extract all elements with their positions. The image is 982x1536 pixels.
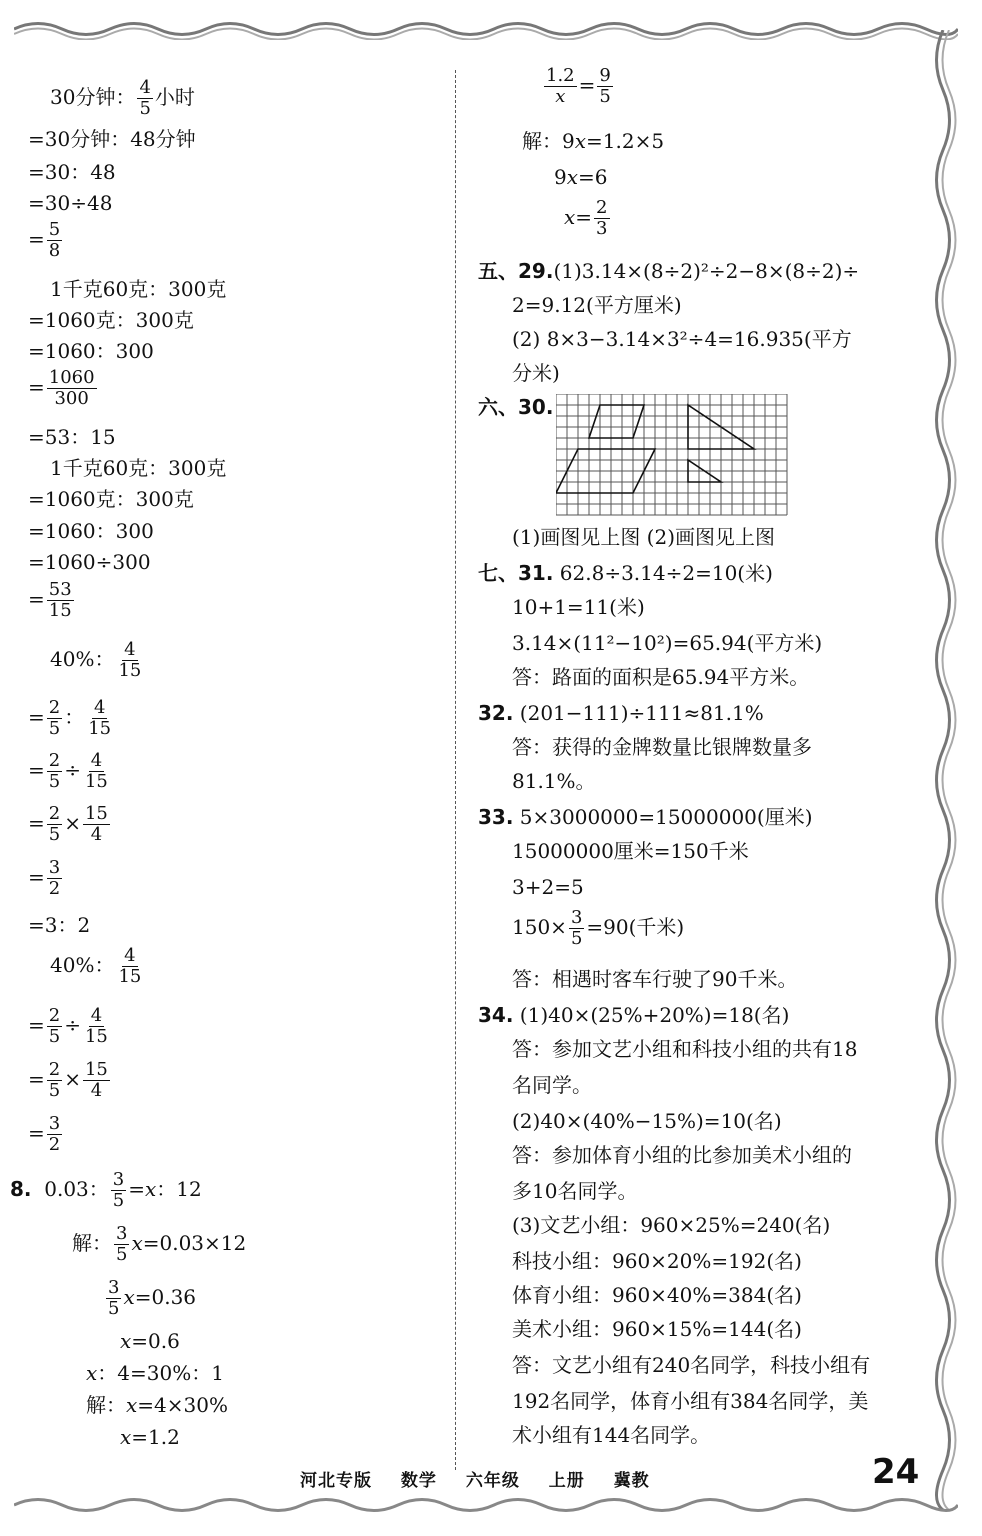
- math-line: x：4=30%：1: [86, 1361, 224, 1385]
- math-line: x= $\frac{2}{3}$: [564, 197, 608, 239]
- math-line: = $\frac{2}{5}$ ÷ $\frac{4}{15}$: [28, 1005, 108, 1047]
- answer-line: 名同学。: [512, 1073, 592, 1097]
- question-29-line: 五、29.(1)3.14×(8÷2)²÷2−8×(8÷2)÷: [478, 259, 860, 283]
- math-line: = $\frac{2}{5}$ × $\frac{15}{4}$: [28, 803, 108, 845]
- math-line: x=1.2: [120, 1425, 180, 1449]
- math-line: =53：15: [28, 425, 116, 449]
- math-line: 30分钟： $\frac{4}{5}$ 小时: [50, 77, 195, 119]
- answer-line: 答：参加体育小组的比参加美术小组的: [512, 1143, 852, 1167]
- question-28-line: 8. 0.03： $\frac{3}{5}$ =x：12: [10, 1169, 202, 1211]
- answer-line: 答：参加文艺小组和科技小组的共有18: [512, 1037, 858, 1061]
- math-line: =3：2: [28, 913, 91, 937]
- math-line: =30分钟：48分钟: [28, 127, 196, 151]
- math-line: 1千克60克：300克: [50, 456, 227, 480]
- math-line: x=0.6: [120, 1329, 180, 1353]
- math-line: (2)40×(40%−15%)=10(名): [512, 1109, 782, 1133]
- math-line: 体育小组：960×40%=384(名): [512, 1283, 802, 1307]
- bottom-wavy-border: [14, 1494, 958, 1516]
- math-line: =1060克：300克: [28, 487, 194, 511]
- math-line: =30：48: [28, 160, 116, 184]
- question-34-line: 34. (1)40×(25%+20%)=18(名): [478, 1003, 790, 1027]
- math-line: 解：x=4×30%: [86, 1393, 228, 1417]
- parallelogram-shape: [589, 405, 644, 438]
- math-line: 40%： $\frac{4}{15}$: [50, 639, 142, 681]
- top-wavy-border: [14, 18, 958, 40]
- math-line: =1060÷300: [28, 550, 151, 574]
- math-line: 15000000厘米=150千米: [512, 839, 749, 863]
- column-divider: [455, 70, 456, 1470]
- answer-line: 81.1%。: [512, 769, 596, 793]
- page-footer: [300, 1466, 672, 1491]
- math-line: 10+1=11(米): [512, 595, 645, 619]
- math-line: 2=9.12(平方厘米): [512, 293, 682, 317]
- math-line: $\frac{3}{5}$ x=0.36: [108, 1277, 197, 1319]
- question-33-line: 33. 5×3000000=15000000(厘米): [478, 805, 813, 829]
- math-line: 分米): [512, 361, 560, 385]
- math-line: = $\frac{3}{2}$: [28, 857, 61, 899]
- question-31-line: 七、31. 62.8÷3.14÷2=10(米): [478, 561, 773, 585]
- grid-figure: [556, 394, 788, 518]
- math-line: 美术小组：960×15%=144(名): [512, 1317, 802, 1341]
- footer-region: 河北专版: [300, 1471, 372, 1491]
- math-line: (3)文艺小组：960×25%=240(名): [512, 1213, 831, 1237]
- answer-line: 术小组有144名同学。: [512, 1423, 711, 1447]
- footer-publisher: 冀教: [613, 1471, 650, 1491]
- math-line: 3.14×(11²−10²)=65.94(平方米): [512, 631, 823, 655]
- math-line: 40%： $\frac{4}{15}$: [50, 945, 142, 987]
- answer-line: 多10名同学。: [512, 1179, 638, 1203]
- math-line: = $\frac{2}{5}$ × $\frac{15}{4}$: [28, 1059, 108, 1101]
- math-line: = $\frac{53}{15}$: [28, 579, 72, 621]
- footer-term: 上册: [548, 1471, 585, 1491]
- math-line: =1060：300: [28, 339, 154, 363]
- answer-line: 答：路面的面积是65.94平方米。: [512, 665, 810, 689]
- math-line: 3+2=5: [512, 875, 584, 899]
- math-line: 解： $\frac{3}{5}$ x=0.03×12: [72, 1223, 247, 1265]
- page-number: 24: [872, 1452, 920, 1492]
- math-line: =30÷48: [28, 191, 113, 215]
- math-line: 解：9x=1.2×5: [522, 129, 665, 153]
- math-line: 9x=6: [554, 165, 608, 189]
- answer-line: 答：获得的金牌数量比银牌数量多: [512, 735, 812, 759]
- answer-line: 答：文艺小组有240名同学，科技小组有: [512, 1353, 871, 1377]
- right-wavy-border: [926, 30, 960, 1510]
- answer-line: 答：相遇时客车行驶了90千米。: [512, 967, 798, 991]
- math-line: = $\frac{2}{5}$ ： $\frac{4}{15}$: [28, 697, 112, 739]
- math-line: $\frac{1.2}{x}$ = $\frac{9}{5}$: [546, 65, 611, 107]
- math-line: = $\frac{1060}{300}$: [28, 367, 95, 409]
- math-line: 科技小组：960×20%=192(名): [512, 1249, 802, 1273]
- math-line: 1千克60克：300克: [50, 277, 227, 301]
- footer-grade: 六年级: [465, 1471, 520, 1491]
- math-line: = $\frac{3}{2}$: [28, 1113, 61, 1155]
- math-line: (2) 8×3−3.14×3²÷4=16.935(平方: [512, 327, 852, 351]
- math-line: = $\frac{5}{8}$: [28, 219, 61, 261]
- math-line: 150× $\frac{3}{5}$ =90(千米): [512, 907, 685, 949]
- answer-line: 192名同学，体育小组有384名同学，美: [512, 1389, 869, 1413]
- math-line: =1060：300: [28, 519, 154, 543]
- math-line: = $\frac{2}{5}$ ÷ $\frac{4}{15}$: [28, 750, 108, 792]
- math-line: (1)画图见上图 (2)画图见上图: [512, 525, 776, 549]
- question-32-line: 32. (201−111)÷111≈81.1%: [478, 701, 764, 725]
- question-30-label: 六、30.: [478, 395, 554, 419]
- math-line: =1060克：300克: [28, 308, 194, 332]
- footer-subject: 数学: [400, 1471, 437, 1491]
